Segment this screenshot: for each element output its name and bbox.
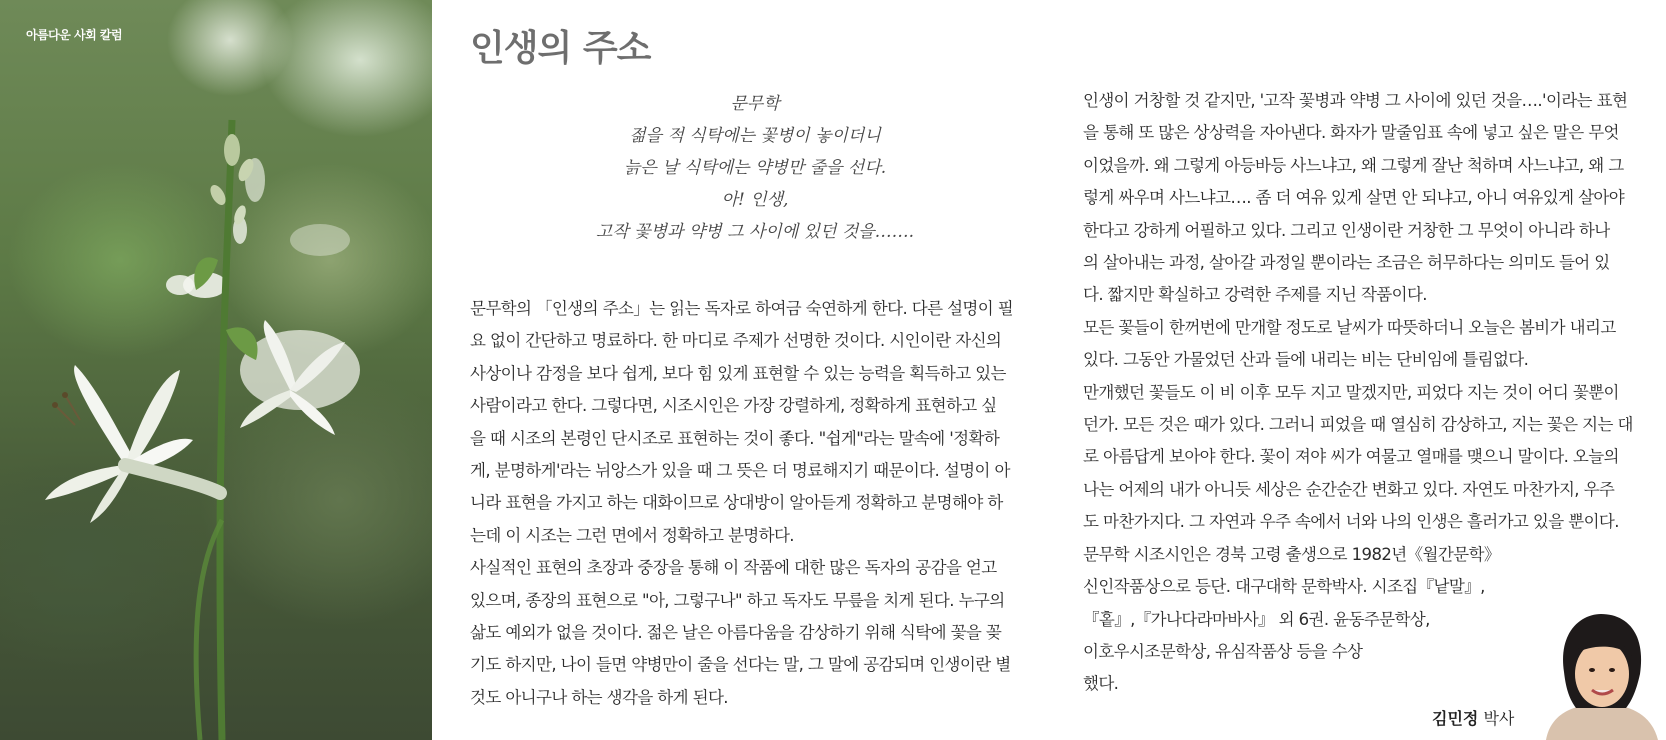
- body-column-left: [470, 293, 1040, 714]
- text-line: 모든 꽃들이 한꺼번에 만개할 정도로 날씨가 따뜻하더니 오늘은 봄비가 내리고: [1083, 317, 1616, 337]
- text-line: 인생이 거창할 것 같지만, '고작 꽃병과 약병 그 사이에 있던 것을….'이라는 표현: [1083, 91, 1628, 110]
- poem-line: 고작 꽃병과 약병 그 사이에 있던 것을…….: [595, 222, 915, 242]
- poem-line: 젊을 적 식탁에는 꽃병이 놓이더니: [629, 126, 881, 146]
- text-line: 니라 표현을 가지고 하는 대화이므로 상대방이 알아듣게 정확하고 분명해야 하: [470, 493, 1003, 513]
- text-line: 사람이라고 한다. 그렇다면, 시조시인은 가장 강렬하게, 정확하게 표현하고 싶: [470, 396, 997, 416]
- text-line: 기도 하지만, 나이 들면 약병만이 줄을 선다는 말, 그 말에 공감되며 인생이란 별: [470, 655, 1011, 675]
- text-line: 나는 어제의 내가 아니듯 세상은 순간순간 변화고 있다. 자연도 마찬가지, 우주: [1083, 479, 1615, 499]
- author-name: 김민정: [1432, 709, 1479, 728]
- text-line: 렇게 싸우며 사느냐고…. 좀 더 여유 있게 살면 안 되냐고, 아니 여유있게 살아야: [1083, 188, 1625, 208]
- text-line: 을 통해 또 많은 상상력을 자아낸다. 화자가 말줄임표 속에 넣고 싶은 말은 무엇: [1083, 123, 1619, 143]
- bio-line: 신인작품상으로 등단. 대구대학 문학박사. 시조집『낱말』,: [1083, 577, 1485, 597]
- bio-line: 이호우시조문학상, 유심작품상 등을 수상: [1083, 641, 1363, 661]
- author-title: 박사: [1483, 709, 1515, 728]
- flower-illustration: [0, 0, 432, 740]
- poem: [470, 88, 1040, 248]
- text-line: 요 없이 간단하고 명료하다. 한 마디로 주제가 선명한 것이다. 시인이란 자신의: [470, 331, 1002, 351]
- page-title: 인생의 주소: [470, 28, 651, 69]
- text-line: 문무학의 「인생의 주소」는 읽는 독자로 하여금 숙연하게 한다. 다른 설명이 필: [470, 299, 1014, 318]
- bio-line: 문무학 시조시인은 경북 고령 출생으로 1982년《월간문학》: [1083, 544, 1500, 564]
- poem-author: 문무학: [730, 94, 780, 114]
- text-line: 다. 짧지만 확실하고 강력한 주제를 지닌 작품이다.: [1083, 285, 1427, 305]
- column-tag: 아름다운 사회 칼럼: [26, 28, 123, 42]
- text-line: 만개했던 꽃들도 이 비 이후 모두 지고 말겠지만, 피었다 지는 것이 어디 꽃뿐이: [1083, 382, 1619, 402]
- text-line: 한다고 강하게 어필하고 있다. 그리고 인생이란 거창한 그 무엇이 아니라 하나: [1083, 220, 1610, 240]
- text-line: 이었을까. 왜 그렇게 아등바등 사느냐고, 왜 그렇게 잘난 척하며 사느냐고, 왜 그: [1083, 155, 1624, 175]
- text-line: 로 아름답게 보아야 한다. 꽃이 져야 씨가 여물고 열매를 맺으니 말이다. 오늘의: [1083, 447, 1619, 467]
- bio-line: 했다.: [1083, 674, 1119, 694]
- text-line: 을 때 시조의 본령인 단시조로 표현하는 것이 좋다. "쉽게"라는 말속에 '정확하: [470, 428, 1000, 448]
- author-credit: [1432, 706, 1514, 729]
- text-line: 있으며, 종장의 표현으로 "아, 그렇구나" 하고 독자도 무릎을 치게 된다. 누구의: [470, 590, 1005, 610]
- text-line: 삶도 예외가 없을 것이다. 젊은 날은 아름다움을 감상하기 위해 식탁에 꽃을 꽂: [470, 623, 1002, 643]
- author-portrait: [1536, 612, 1666, 740]
- text-line: 는데 이 시조는 그런 면에서 정확하고 분명하다.: [470, 525, 794, 545]
- text-line: 던가. 모든 것은 때가 있다. 그러니 피었을 때 열심히 감상하고, 지는 꽃은 지는 대: [1083, 415, 1633, 435]
- text-line: 사실적인 표현의 초장과 중장을 통해 이 작품에 대한 많은 독자의 공감을 얻고: [470, 558, 997, 578]
- text-line: 것도 아니구나 하는 생각을 하게 된다.: [470, 687, 728, 707]
- hosta-flower-photo: [0, 0, 432, 740]
- text-line: 도 마찬가지다. 그 자연과 우주 속에서 너와 나의 인생은 흘러가고 있을 뿐이다.: [1083, 512, 1619, 532]
- text-line: 사상이나 감정을 보다 쉽게, 보다 힘 있게 표현할 수 있는 능력을 획득하고 있는: [470, 363, 1006, 383]
- text-line: 의 살아내는 과정, 살아갈 과정일 뿐이라는 조금은 허무하다는 의미도 들어 있: [1083, 253, 1610, 273]
- poem-line: 늙은 날 식탁에는 약병만 줄을 선다.: [623, 158, 887, 178]
- bio-line: 『홑』,『가나다라마바사』 외 6권. 윤동주문학상,: [1083, 609, 1430, 629]
- text-line: 게, 분명하게'라는 뉘앙스가 있을 때 그 뜻은 더 명료해지기 때문이다. 설명이 아: [470, 461, 1010, 481]
- body-column-right: [1083, 85, 1658, 701]
- text-line: 있다. 그동안 가물었던 산과 들에 내리는 비는 단비임에 틀림없다.: [1083, 350, 1529, 370]
- poem-line: 아! 인생,: [721, 190, 789, 210]
